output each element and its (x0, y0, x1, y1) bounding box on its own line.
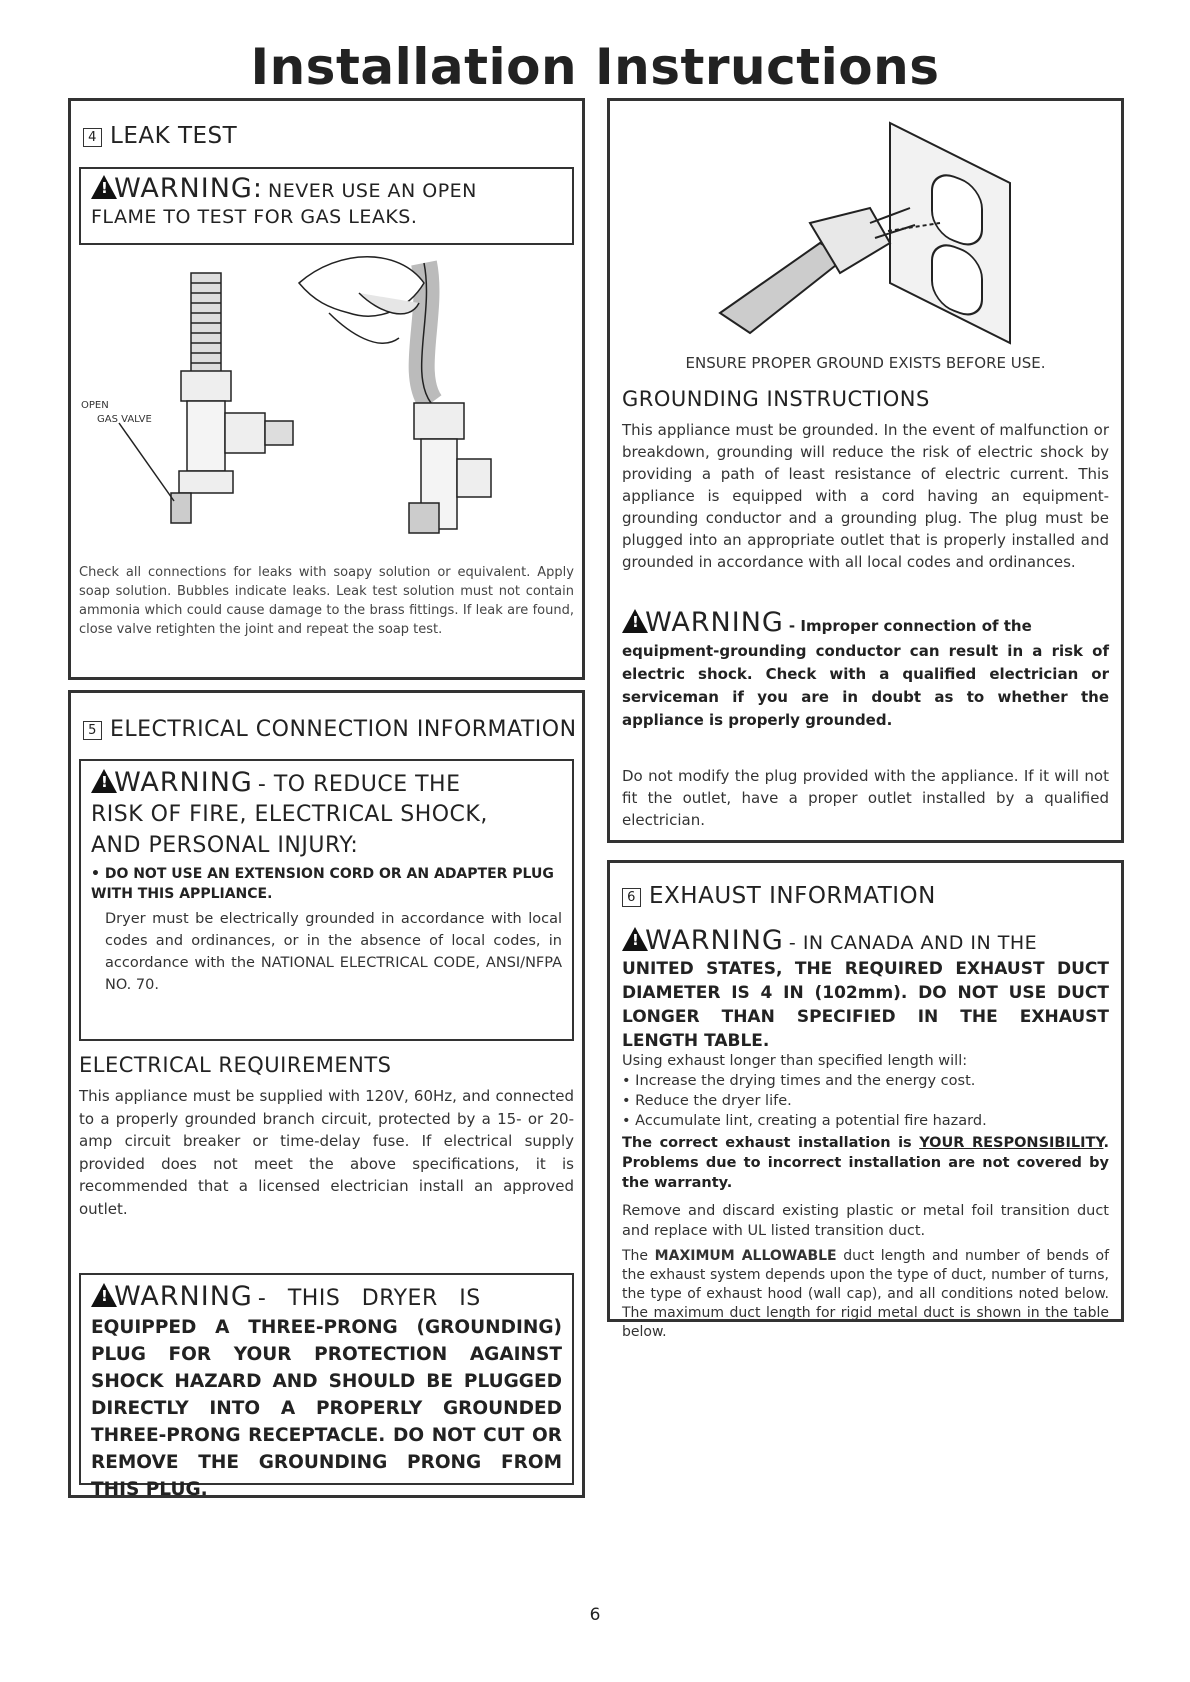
ground-warning-block: ! WARNING - Improper connection of the equipment-grounding conductor can result in a risk of electric shock. Check with a qualified electrician or serviceman if you are in doubt as to whether the appliance is properly grounded. (622, 607, 1109, 732)
grounding-panel (607, 98, 1124, 843)
responsibility-text: The correct exhaust installation is YOUR RESPONSIBILITY. Problems due to incorrect installation are not covered by the warranty. (622, 1135, 1109, 1191)
electrical-panel (68, 690, 585, 1498)
section-number: 5 (83, 721, 102, 740)
grounded-plug-illustration (710, 113, 1040, 353)
leak-test-heading: 4 LEAK TEST (83, 123, 237, 149)
grounding-text: This appliance must be grounded. In the event of malfunction or breakdown, grounding will reduce the risk of electric shock by providing a path of least resistance of electric current. This appliance is equipped with a cord having an equipment-grounding conductor and a grounding plug. The plug must be plugged into an appropriate outlet that is properly installed and grounded in accordance with all local codes and ordinances. (622, 421, 1109, 571)
open-label: OPEN (81, 400, 109, 411)
electrical-requirements-heading: ELECTRICAL REQUIREMENTS (79, 1053, 392, 1077)
section-number: 4 (83, 128, 102, 147)
warning-triangle-icon (91, 175, 117, 199)
leak-test-illustration (79, 253, 574, 553)
section-number: 6 (622, 888, 641, 907)
gas-valve-label: GAS VALVE (97, 414, 152, 425)
electrical-warning-box: ! WARNING - TO REDUCE THE RISK OF FIRE, ELECTRICAL SHOCK, AND PERSONAL INJURY: • DO NOT USE AN EXTENSION CORD OR AN ADAPTER PLUG WITH THIS APPLIANCE. Dryer must be electrically grounded in accordance with local codes and ordinances, or in the absence of local codes, in accordance with the NATIONAL ELECTRICAL CODE, ANSI/NFPA NO. 70. (79, 759, 574, 1041)
exhaust-heading: 6 EXHAUST INFORMATION (622, 883, 936, 909)
grounding-heading: GROUNDING INSTRUCTIONS (622, 387, 930, 411)
exhaust-panel (607, 860, 1124, 1340)
warning-triangle-icon (91, 1283, 117, 1307)
modify-text: Do not modify the plug provided with the appliance. If it will not fit the outlet, have a proper outlet installed by a qualified electrician. (622, 767, 1109, 829)
warning-triangle-icon (91, 769, 117, 793)
electrical-requirements-text: This appliance must be supplied with 120V, 60Hz, and connected to a properly grounded branch circuit, protected by a 15- or 20- amp circuit breaker or time-delay fuse. If electrical supply provided does not meet the above specifications, it is recommended that a licensed electrician install an approved outlet. (79, 1087, 574, 1218)
exhaust-warning-block: ! WARNING - IN CANADA AND IN THE UNITED STATES, THE REQUIRED EXHAUST DUCT DIAMETER IS 4 IN (102mm). DO NOT USE DUCT LONGER THAN SPECIFIED IN THE EXHAUST LENGTH TABLE. (622, 925, 1109, 1053)
warning-triangle-icon (622, 927, 648, 951)
leak-test-panel (68, 98, 585, 680)
exhaust-bullets: • Increase the drying times and the energy cost. • Reduce the dryer life. • Accumulate lint, creating a potential fire hazard. (622, 1073, 987, 1129)
three-prong-warning-box: ! WARNING - THIS DRYER IS EQUIPPED A THREE-PRONG (GROUNDING) PLUG FOR YOUR PROTECTION AGAINST SHOCK HAZARD AND SHOULD BE PLUGGED DIRECTLY INTO A PROPERLY GROUNDED THREE-PRONG RECEPTACLE. DO NOT CUT OR REMOVE THE GROUNDING PRONG FROM THIS PLUG. (79, 1273, 574, 1485)
remove-duct-text: Remove and discard existing plastic or metal foil transition duct and replace with UL listed transition duct. (622, 1203, 1109, 1239)
exhaust-intro: Using exhaust longer than specified length will: (622, 1053, 968, 1069)
electrical-heading: 5 ELECTRICAL CONNECTION INFORMATION (83, 717, 577, 742)
warning-triangle-icon (622, 609, 648, 633)
max-allowable-text: The MAXIMUM ALLOWABLE duct length and number of bends of the exhaust system depends upon the type of duct, number of turns, the type of exhaust hood (wall cap), and all conditions noted below. The maximum duct length for rigid metal duct is shown in the table below. (622, 1248, 1110, 1340)
page-title: Installation Instructions (250, 38, 940, 96)
leak-test-caption: Check all connections for leaks with soapy solution or equivalent. Apply soap solution. Bubbles indicate leaks. Leak test solution must not contain ammonia which could cause damage to the brass fittings. If leak are found, close valve retighten the joint and repeat the soap test. (79, 565, 574, 637)
page-number: 6 (589, 1605, 601, 1625)
ground-caption: ENSURE PROPER GROUND EXISTS BEFORE USE. (685, 354, 1046, 372)
leak-warning-box: ! WARNING: NEVER USE AN OPEN FLAME TO TEST FOR GAS LEAKS. (79, 167, 574, 245)
